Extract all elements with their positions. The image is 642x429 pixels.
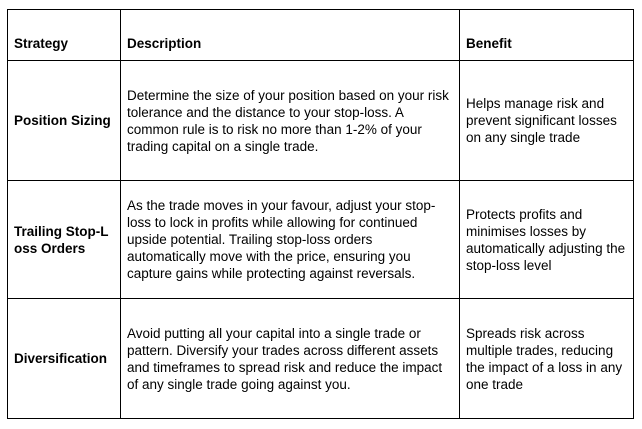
benefit-cell: Protects profits and minimises losses by automatically adjusting the stop-loss level xyxy=(460,181,634,299)
strategy-cell: Trailing Stop-Loss Orders xyxy=(8,181,121,299)
table-row xyxy=(8,61,634,181)
description-cell: Avoid putting all your capital into a single trade or pattern. Diversify your trades across different assets and timeframes to spread risk and reduce the impact of any single trade going against you. xyxy=(121,299,460,419)
table-body xyxy=(8,61,634,419)
strategy-cell: Diversification xyxy=(8,299,121,419)
benefit-cell: Helps manage risk and prevent significant losses on any single trade xyxy=(460,61,634,181)
table-row xyxy=(8,181,634,299)
header-strategy: Strategy xyxy=(8,10,121,61)
strategy-table xyxy=(7,9,634,419)
table-header xyxy=(8,10,634,61)
description-cell: Determine the size of your position based on your risk tolerance and the distance to your stop-loss. A common rule is to risk no more than 1-2% of your trading capital on a single trade. xyxy=(121,61,460,181)
header-benefit: Benefit xyxy=(460,10,634,61)
table-row xyxy=(8,299,634,419)
strategy-cell: Position Sizing xyxy=(8,61,121,181)
description-cell: As the trade moves in your favour, adjust your stop-loss to lock in profits while allowing for continued upside potential. Trailing stop-loss orders automatically move with the price, ensuring you capture gains while protecting against reversals. xyxy=(121,181,460,299)
benefit-cell: Spreads risk across multiple trades, reducing the impact of a loss in any one trade xyxy=(460,299,634,419)
header-row xyxy=(8,10,634,61)
header-description: Description xyxy=(121,10,460,61)
